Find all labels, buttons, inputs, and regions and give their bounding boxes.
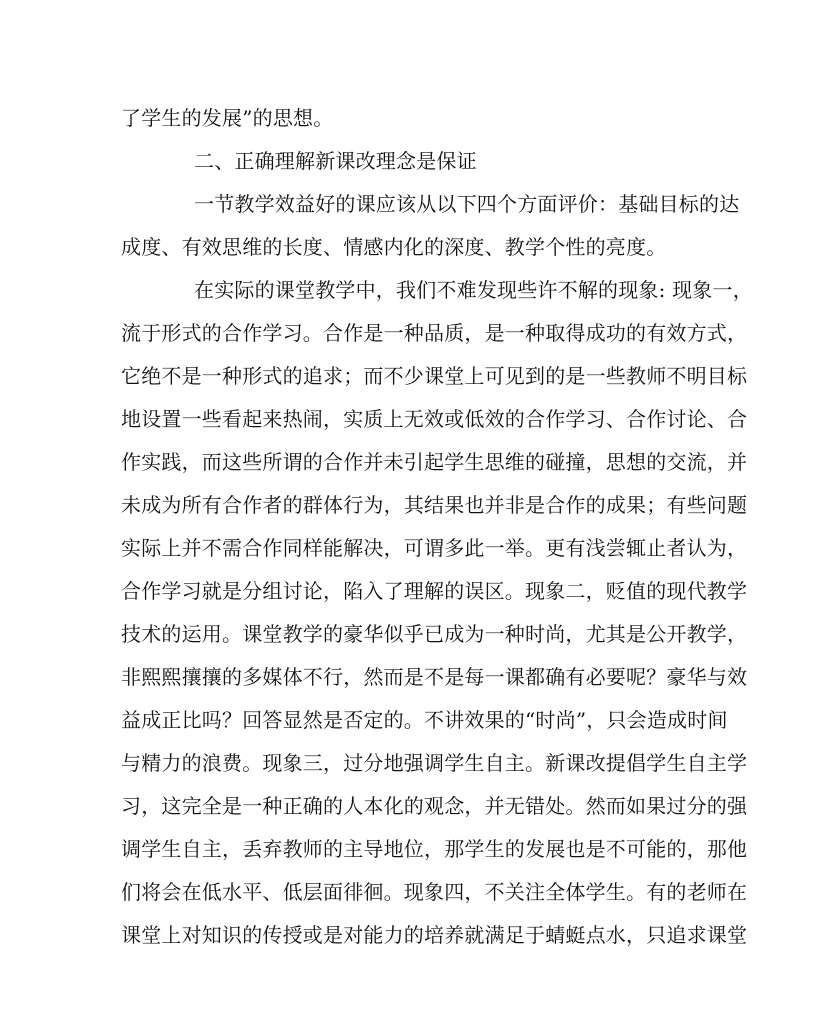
text-line: 课堂上对知识的传授或是对能力的培养就满足于蜻蜓点水，只追求课堂 [121,923,748,947]
text-line: 合作学习就是分组讨论，陷入了理解的误区。现象二，贬值的现代教学 [121,579,748,603]
text-line: 了学生的发展”的思想。 [121,106,334,130]
text-line: 作实践，而这些所谓的合作并未引起学生思维的碰撞，思想的交流，并 [121,450,748,474]
text-line: 技术的运用。课堂教学的豪华似乎已成为一种时尚，尤其是公开教学， [121,622,748,646]
text-line: 成度、有效思维的长度、情感内化的深度、教学个性的亮度。 [121,235,667,259]
text-line: 习，这完全是一种正确的人本化的观念，并无错处。然而如果过分的强 [121,794,748,818]
text-line: 非熙熙攘攘的多媒体不行，然而是不是每一课都确有必要呢？豪华与效 [121,665,748,689]
text-line: 在实际的课堂教学中，我们不难发现些许不解的现象: 现象一， [194,278,753,302]
text-line: 与精力的浪费。现象三，过分地强调学生自主。新课改提倡学生自主学 [121,751,748,775]
text-line: 一节教学效益好的课应该从以下四个方面评价：基础目标的达 [194,192,740,216]
text-line: 实际上并不需合作同样能解决，可谓多此一举。更有浅尝辄止者认为， [121,536,748,560]
text-line: 它绝不是一种形式的追求；而不少课堂上可见到的是一些教师不明目标 [121,364,748,388]
text-line: 未成为所有合作者的群体行为，其结果也并非是合作的成果；有些问题 [121,493,748,517]
section-heading: 二、正确理解新课改理念是保证 [194,149,477,173]
text-line: 们将会在低水平、低层面徘徊。现象四，不关注全体学生。有的老师在 [121,880,748,904]
text-line: 调学生自主，丢弃教师的主导地位，那学生的发展也是不可能的，那他 [121,837,748,861]
text-line: 益成正比吗？回答显然是否定的。不讲效果的“时尚”，只会造成时间 [121,708,728,732]
text-line: 地设置一些看起来热闹，实质上无效或低效的合作学习、合作讨论、合 [121,407,748,431]
text-line: 流于形式的合作学习。合作是一种品质，是一种取得成功的有效方式， [121,321,748,345]
